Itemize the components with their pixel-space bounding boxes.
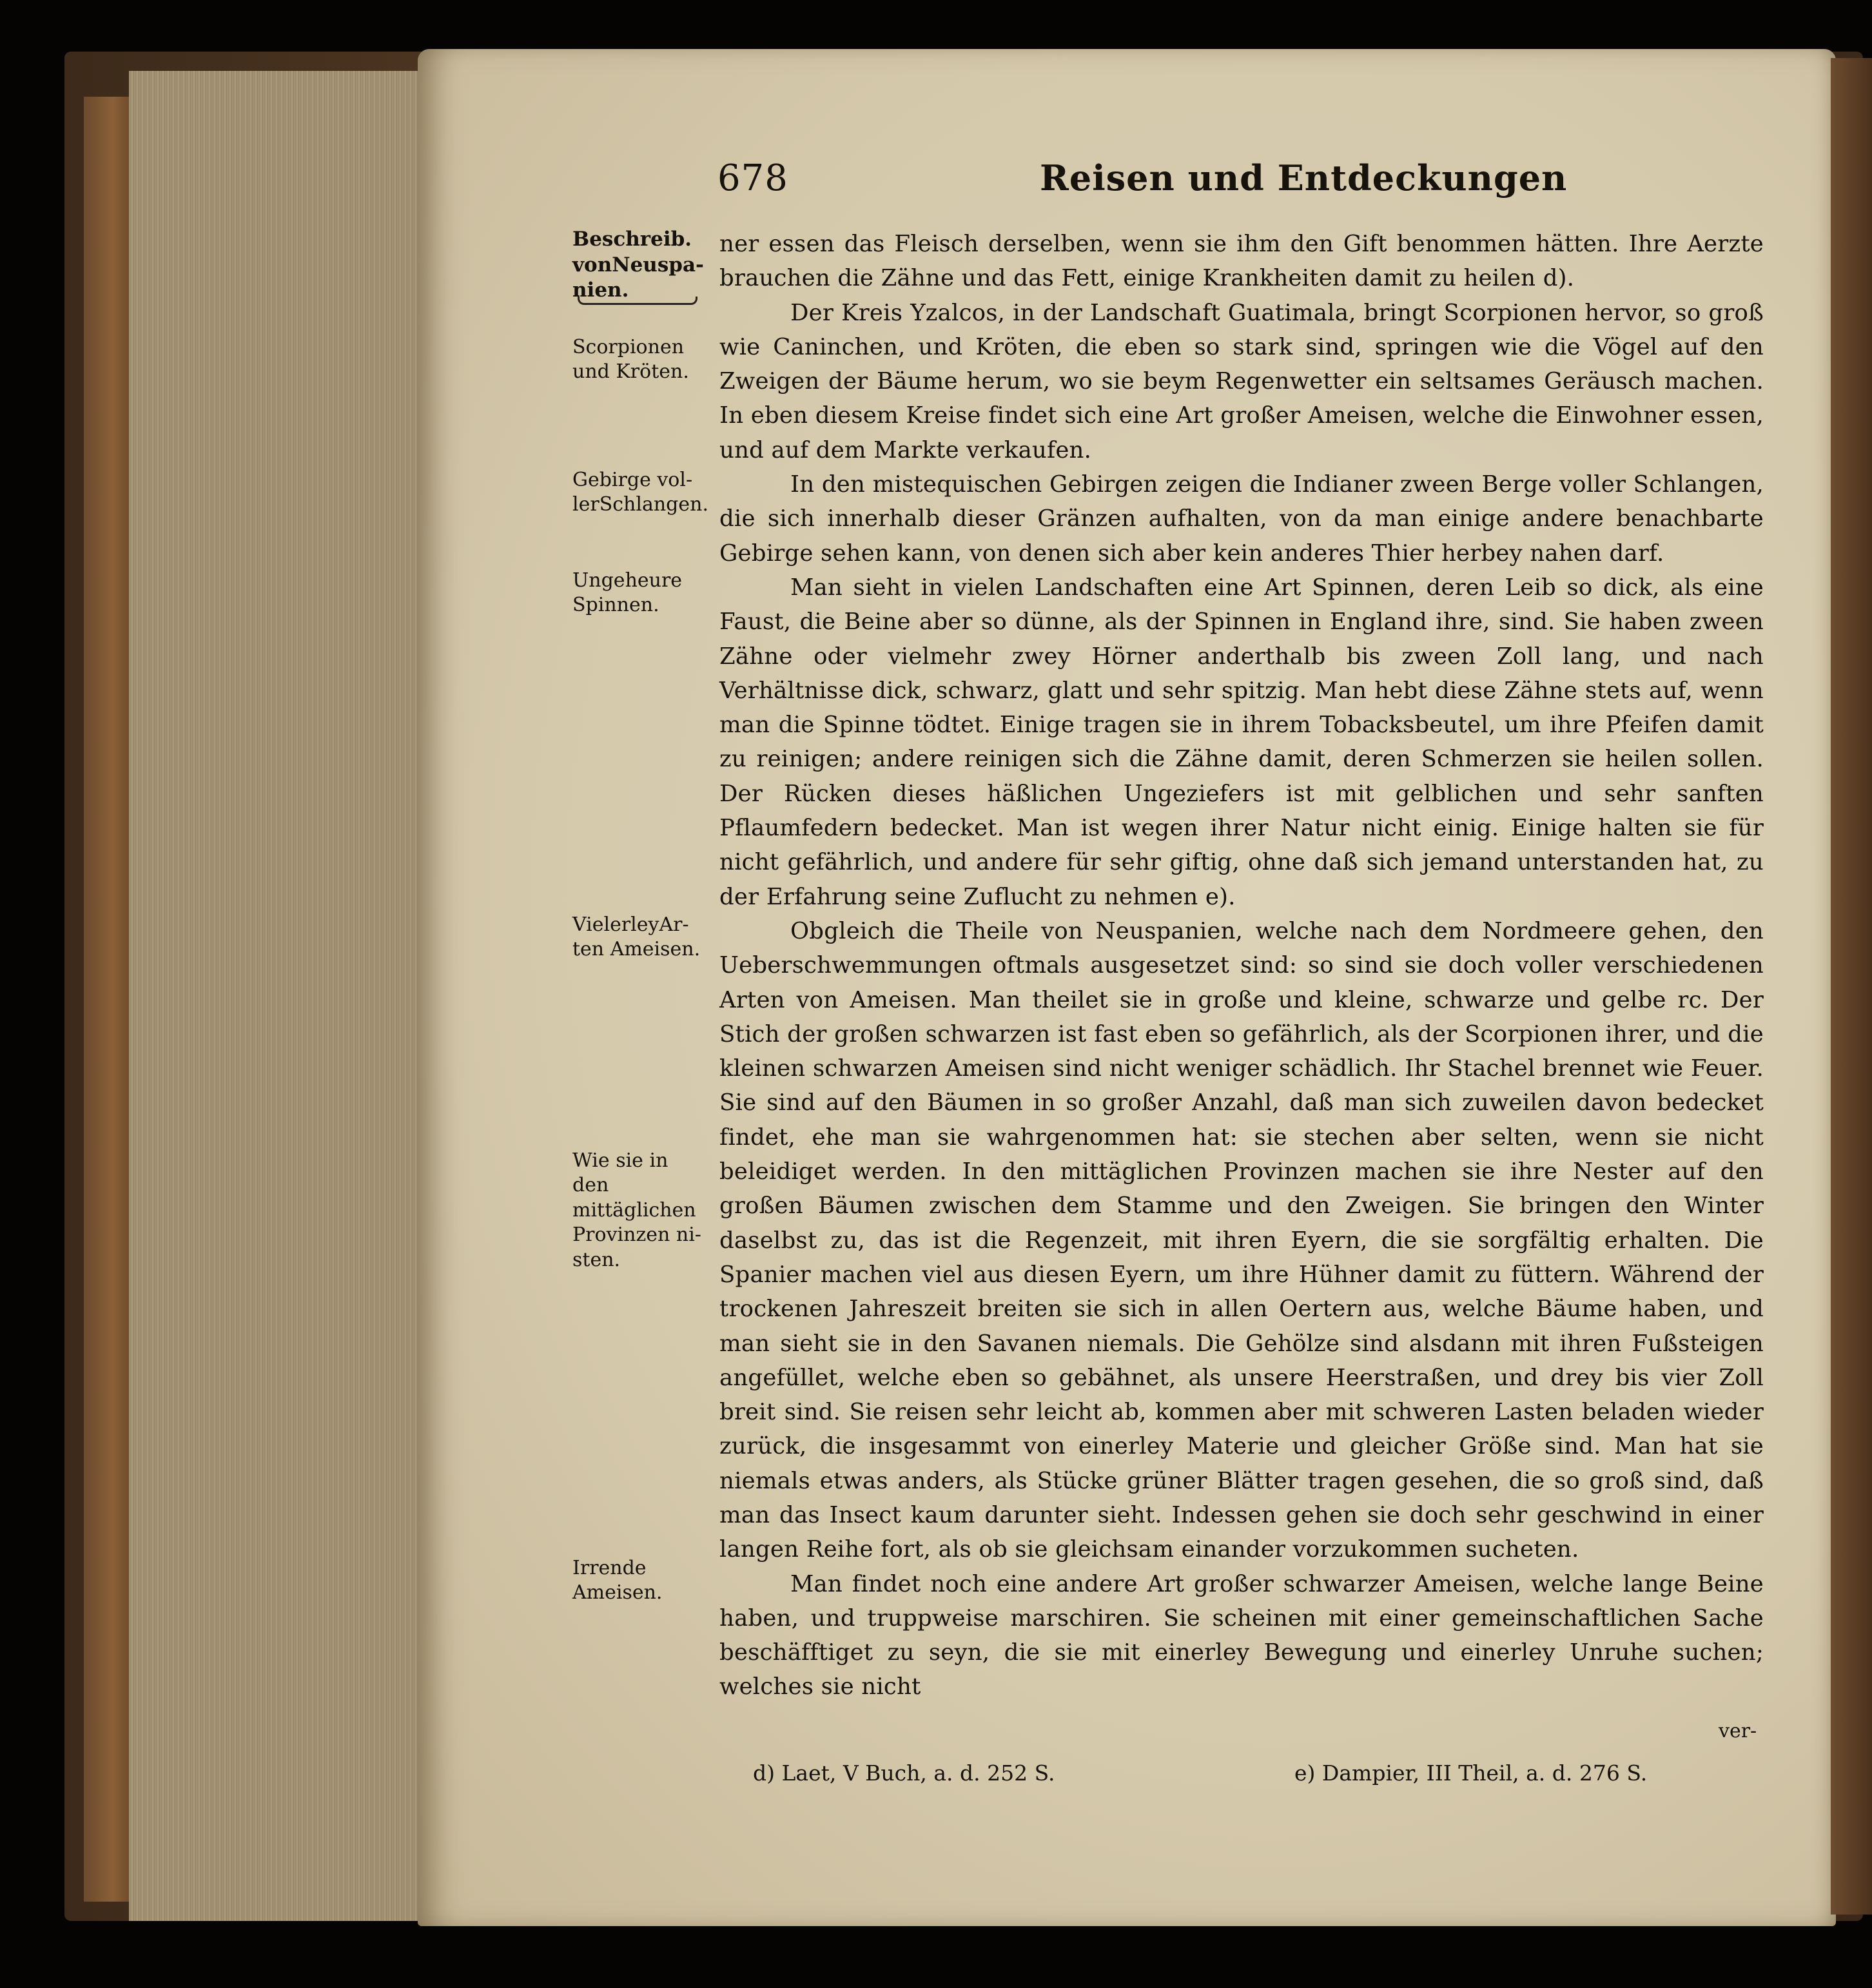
margin-note: VielerleyAr- ten Ameisen.: [572, 913, 701, 961]
footnote-e: e) Dampier, III Theil, a. d. 276 S.: [1294, 1760, 1648, 1786]
page-header: [717, 157, 1872, 222]
footnote-d: d) Laet, V Buch, a. d. 252 S.: [753, 1760, 1055, 1786]
margin-note: Scorpionen und Kröten.: [572, 336, 689, 384]
margin-note: Irrende Ameisen.: [572, 1557, 663, 1604]
running-title: Reisen und Entdeckungen: [1040, 157, 1568, 199]
paragraph: ner essen das Fleisch derselben, wenn sie ihm den Gift benommen hätten. Ihre Aerzte brauchen die Zähne und das Fett, einige Krankheiten damit zu heilen d).: [719, 231, 1764, 292]
margin-note: Beschreib. vonNeuspa- nien.: [572, 228, 704, 302]
margin-bracket: [578, 297, 697, 305]
margin-note: Wie sie in den mittäglichen Provinzen ni- sten.: [572, 1149, 701, 1271]
next-page-edge: [1831, 58, 1872, 1915]
paragraph: Man sieht in vielen Landschaften eine Art Spinnen, deren Leib so dick, als eine Faust, die Beine aber so dünne, als der Spinnen in England ihre, sind. Sie haben zween Zähne oder vielmehr zwey Hörner anderthalb bis zween Zoll lang, und nach Verhältnisse dick, schwarz, glatt und sehr spitzig. Man hebt diese Zähne stets auf, wenn man die Spinne tödtet. Einige tragen sie in ihrem Tobacksbeutel, um ihre Pfeifen damit zu reinigen; andere reinigen sich die Zähne damit, deren Schmerzen sie heilen sollen. Der Rücken dieses häßlichen Ungeziefers ist mit gelblichen und sehr sanften Pflaumfedern bedecket. Man ist wegen ihrer Natur nicht einig. Einige halten sie für nicht gefährlich, und andere für sehr giftig, ohne daß sich jemand unterstanden hat, zu der Erfahrung seine Zuflucht zu nehmen e).: [719, 574, 1764, 910]
page-edges: [129, 71, 425, 1921]
paragraph: Obgleich die Theile von Neuspanien, welche nach dem Nordmeere gehen, den Ueberschwemmungen oftmals ausgesetzet sind: so sind sie doch voller verschiedenen Arten von Ameisen. Man theilet sie in große und kleine, schwarze und gelbe rc. Der Stich der großen schwarzen ist fast eben so gefährlich, als der Scorpionen ihrer, und die kleinen schwarzen Ameisen sind nicht weniger schädlich. Ihr Stachel brennet wie Feuer. Sie sind auf den Bäumen in so großer Anzahl, daß man sich zuweilen davon bedecket findet, ehe man sie wahrgenommen hat: sie stechen aber selten, wenn sie nicht beleidiget werden. In den mittäglichen Provinzen machen sie ihre Nester auf den großen Bäumen zwischen dem Stamme und den Zweigen. Sie bringen den Winter daselbst zu, das ist die Regenzeit, mit ihren Eyern, die sie sorgfältig erhalten. Die Spanier machen viel aus diesen Eyern, um ihre Hühner damit zu füttern. Während der trockenen Jahreszeit breiten sie sich in allen Oertern aus, welche Bäume haben, und man sieht sie in den Savanen niemals. Die Gehölze sind alsdann mit ihren Fußsteigen angefüllet, welche eben so gebähnet, als unsere Heerstraßen, und drey bis vier Zoll breit sind. Sie reisen sehr leicht ab, kommen aber mit schweren Lasten beladen wieder zurück, die insgesammt von einerley Materie und gleicher Größe sind. Man hat sie niemals etwas anders, als Stücke grüner Blätter tragen gesehen, die so groß sind, daß man das Insect kaum darunter sieht. Indessen gehen sie doch sehr geschwind in einer langen Reihe fort, als ob sie gleichsam einander vorzukommen sucheten.: [719, 917, 1764, 1563]
book-page: [418, 49, 1836, 1926]
page-number: 678: [717, 157, 788, 199]
footnotes: [753, 1760, 1759, 1799]
margin-note: Gebirge vol- lerSchlangen.: [572, 469, 708, 516]
paragraph: Man findet noch eine andere Art großer schwarzer Ameisen, welche lange Beine haben, und truppweise marschiren. Sie scheinen mit einer gemeinschaftlichen Sache beschäfftiget zu seyn, die sie mit einerley Bewegung und einerley Unruhe suchen; welches sie nicht: [719, 1570, 1764, 1701]
margin-note: Ungeheure Spinnen.: [572, 569, 683, 617]
paragraph: Der Kreis Yzalcos, in der Landschaft Guatimala, bringt Scorpionen hervor, so groß wie Caninchen, und Kröten, die eben so stark sind, springen wie die Vögel auf den Zweigen der Bäume herum, wo sie beym Regenwetter ein seltsames Geräusch machen. In eben diesem Kreise findet sich eine Art großer Ameisen, welche die Einwohner essen, und auf dem Markte verkaufen.: [719, 299, 1764, 463]
body-text: [719, 227, 1764, 1704]
catchword: ver-: [1719, 1720, 1757, 1742]
paragraph: In den mistequischen Gebirgen zeigen die Indianer zween Berge voller Schlangen, die sich innerhalb dieser Gränzen aufhalten, von da man einige andere benachbarte Gebirge sehen kann, von denen sich aber kein anderes Thier herbey nahen darf.: [719, 471, 1764, 567]
